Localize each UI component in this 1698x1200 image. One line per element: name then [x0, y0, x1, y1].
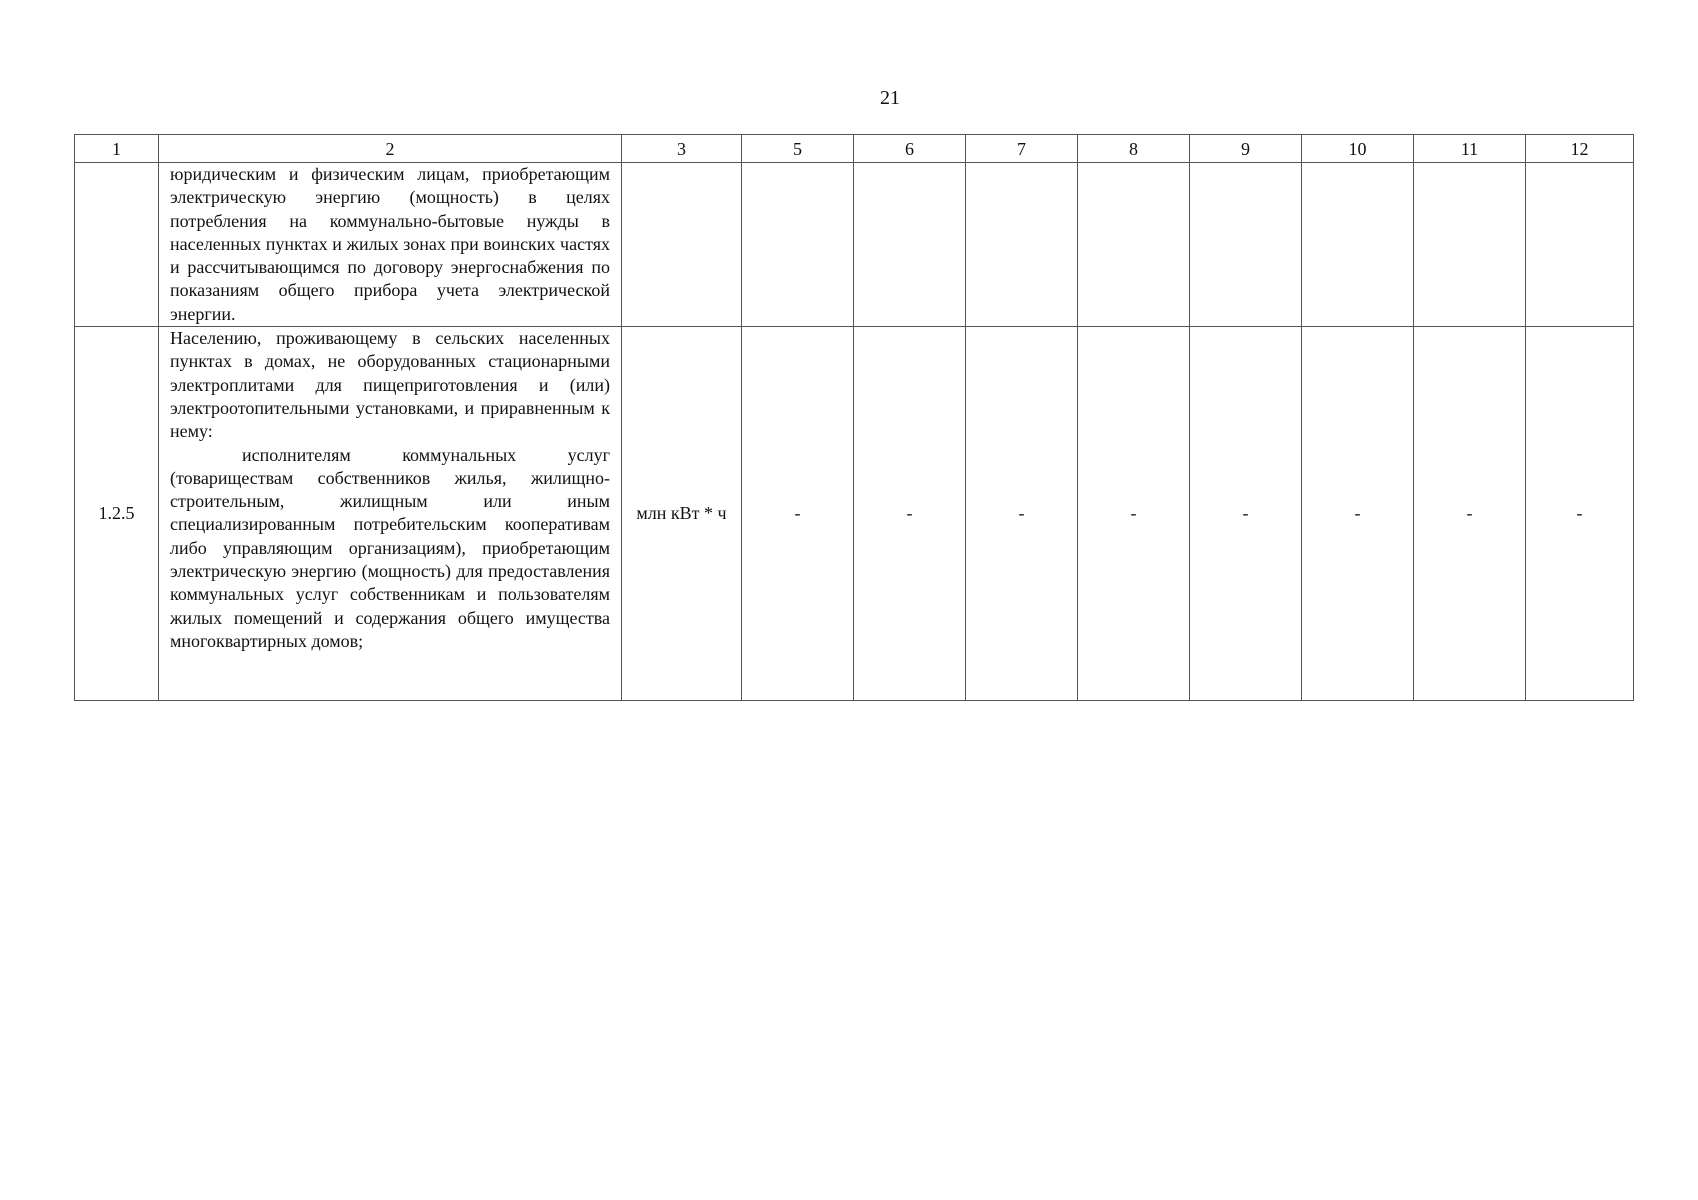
row-value-col-10: - [1302, 327, 1414, 701]
row-value-col-10 [1302, 163, 1414, 327]
row-description [159, 163, 622, 327]
row-value-col-9: - [1190, 327, 1302, 701]
header-col-2: 2 [159, 135, 622, 163]
header-col-10: 10 [1302, 135, 1414, 163]
table-header-row [75, 135, 1634, 163]
header-col-12: 12 [1526, 135, 1634, 163]
row-value-col-8 [1078, 163, 1190, 327]
row-value-col-8: - [1078, 327, 1190, 701]
header-col-8: 8 [1078, 135, 1190, 163]
row-code [75, 163, 159, 327]
row-value-col-6 [854, 163, 966, 327]
row-value-col-11: - [1414, 327, 1526, 701]
row-description-text: юридическим и физическим лицам, приобретающим электрическую энергию (мощность) в целях потребления на коммунально-бытовые нужды в населенных пунктах и жилых зонах при воинских частях и рассчитывающимся по договору энергоснабжения по показаниям общего прибора учета электрической энергии. [170, 164, 610, 324]
row-value-col-5 [742, 163, 854, 327]
row-unit: млн кВт * ч [622, 327, 742, 701]
header-col-6: 6 [854, 135, 966, 163]
row-description-intro: Населению, проживающему в сельских населенных пунктах в домах, не оборудованных стационарными электроплитами для пищеприготовления и (или) электроотопительными установками, и приравненным к нему: [170, 328, 610, 442]
table-row [75, 163, 1634, 327]
row-description [159, 327, 622, 701]
row-unit [622, 163, 742, 327]
header-col-11: 11 [1414, 135, 1526, 163]
header-col-3: 3 [622, 135, 742, 163]
tariff-table [74, 134, 1634, 701]
row-value-col-12 [1526, 163, 1634, 327]
row-value-col-5: - [742, 327, 854, 701]
row-value-col-11 [1414, 163, 1526, 327]
page-number: 21 [880, 87, 900, 109]
row-value-col-6: - [854, 327, 966, 701]
row-value-col-12: - [1526, 327, 1634, 701]
header-col-5: 5 [742, 135, 854, 163]
row-value-col-7: - [966, 327, 1078, 701]
row-value-col-9 [1190, 163, 1302, 327]
table-row [75, 327, 1634, 701]
row-description-detail: исполнителям коммунальных услуг (товариществам собственников жилья, жилищно-строительным, жилищным или иным специализированным потребительским кооперативам либо управляющим организациям), приобретающим электрическую энергию (мощность) для предоставления коммунальных услуг собственникам и пользователям жилых помещений и содержания общего имущества многоквартирных домов; [170, 444, 610, 651]
row-value-col-7 [966, 163, 1078, 327]
header-col-7: 7 [966, 135, 1078, 163]
row-code: 1.2.5 [75, 327, 159, 701]
header-col-9: 9 [1190, 135, 1302, 163]
header-col-1: 1 [75, 135, 159, 163]
